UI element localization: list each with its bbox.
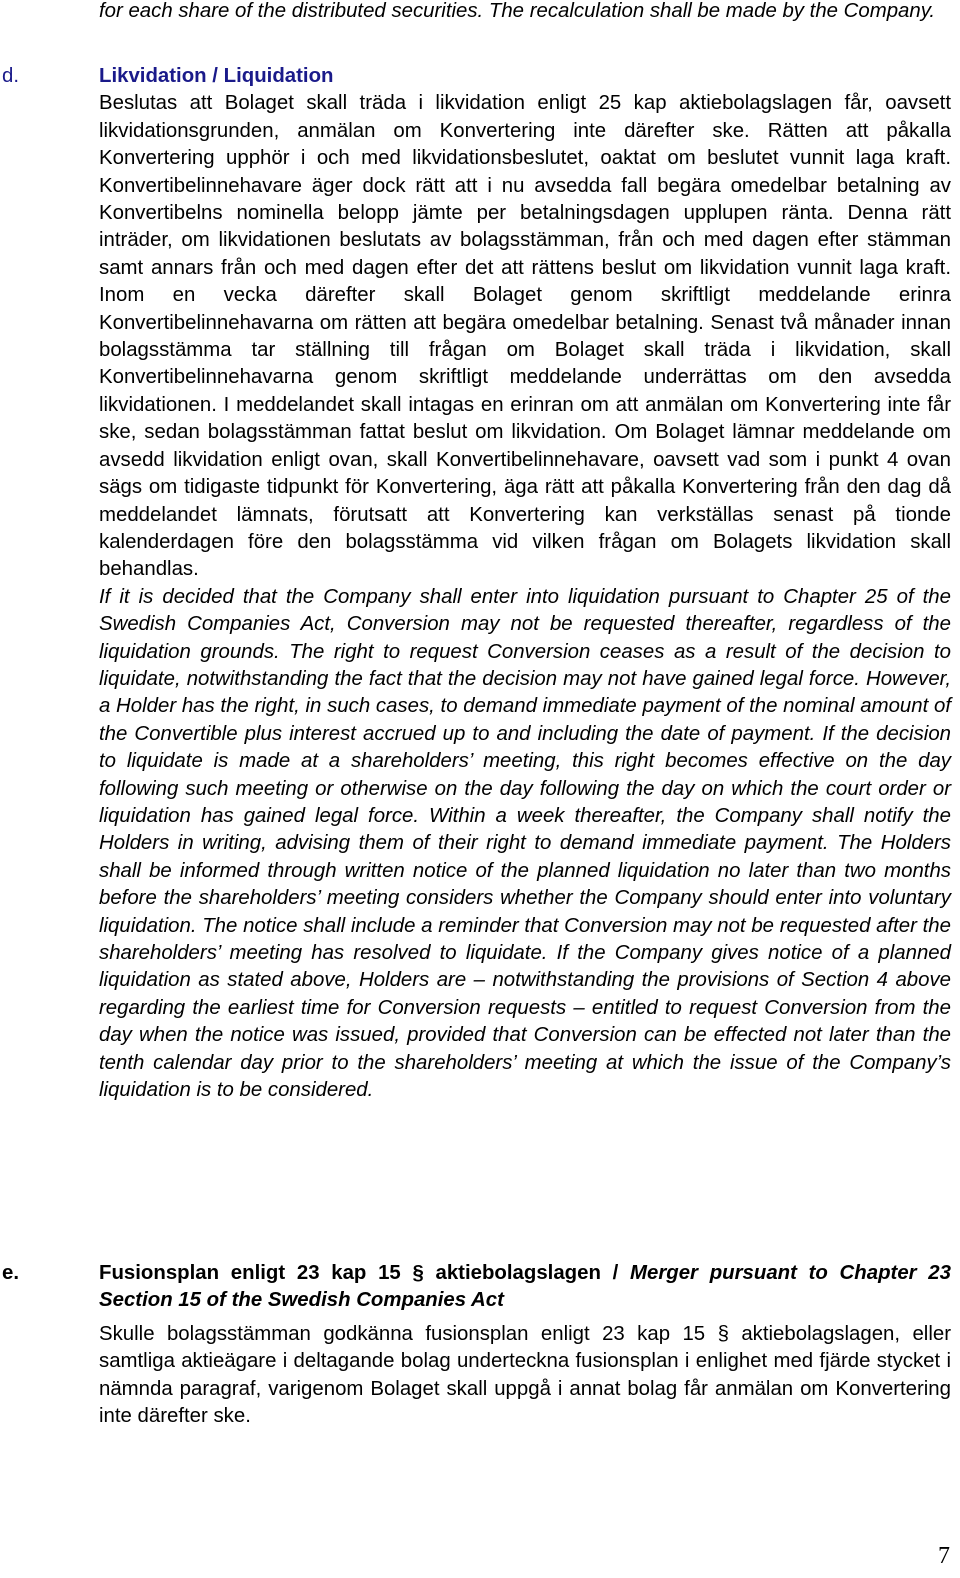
- section-e-swedish-paragraph: Skulle bolagsstämman godkänna fusionsplan enligt 23 kap 15 § aktiebolagslagen, eller samtliga aktieägare i deltagande bolag underteckna fusionsplan i enlighet med fjärde stycket i nämnda paragraf, varigenom Bolaget skall uppgå i annat bolag får anmälan om Konvertering inte därefter ske.: [99, 1322, 951, 1428]
- section-d: [99, 63, 951, 1104]
- page-number: 7: [938, 1543, 950, 1569]
- section-d-swedish-paragraph: Beslutas att Bolaget skall träda i likvidation enligt 25 kap aktiebolagslagen får, oavsett likvidationsgrunden, anmälan om Konvertering inte därefter ske. Rätten att påkalla Konvertering upphör i och med likvidationsbeslutet, oaktat om beslutet vunnit laga kraft. Konvertibelinnehavare äger dock rätt att i nu avsedda fall begära omedelbar betalning av Konvertibelns nominella belopp jämte per betalningsdagen upplupen ränta. Denna rätt inträder, om likvidationen beslutats av bolagsstämman, från och med dagen efter stämman samt annars från och med dagen efter det att rättens beslut om likvidation vunnit laga kraft. Inom en vecka därefter skall Bolaget genom skriftligt meddelande erinra Konvertibelinnehavarna om rätten att begära omedelbar betalning. Senast två månader innan bolagsstämma tar ställning till frågan om Bolaget skall träda i likvidation, skall Konvertibelinnehavarna genom skriftligt meddelande underrättas om den avsedda likvidationen. I meddelandet skall intagas en erinran om att anmälan om Konvertering inte får ske, sedan bolagsstämman fattat beslut om likvidation. Om Bolaget lämnar meddelande om avsedd likvidation enligt ovan, skall Konvertibelinnehavare, oavsett vad som i punkt 4 ovan sägs om tidigaste tidpunkt för Konvertering, äga rätt att påkalla Konvertering från den dag då meddelandet lämnats, förutsatt att Konvertering kan verkställas senast på tionde kalenderdagen före den bolagsstämma vid vilken frågan om Bolagets likvidation skall behandlas.: [99, 92, 951, 581]
- continuation-text: for each share of the distributed securities. The recalculation shall be made by the Company.: [99, 0, 936, 22]
- continuation-block: [99, 0, 951, 25]
- section-e: [99, 1260, 951, 1430]
- section-e-heading: [99, 1260, 951, 1315]
- section-d-heading: Likvidation / Liquidation: [99, 65, 334, 87]
- section-e-heading-english: Merger pursuant to Chapter 23 Section 15 of the Swedish Companies Act: [99, 1262, 951, 1312]
- section-e-heading-swedish: Fusionsplan enligt 23 kap 15 § aktiebolagslagen /: [99, 1262, 630, 1284]
- section-e-marker: e.: [2, 1262, 20, 1284]
- section-d-english-paragraph: If it is decided that the Company shall enter into liquidation pursuant to Chapter 25 of the Swedish Companies Act, Conversion may not be requested thereafter, regardless of the liquidation grounds. The right to request Conversion ceases as a result of the decision to liquidate, notwithstanding the fact that the decision may not have gained legal force. However, a Holder has the right, in such cases, to demand immediate payment of the nominal amount of the Convertible plus interest accrued up to and including the date of payment. If the decision to liquidate is made at a shareholders’ meeting, this right becomes effective on the day following such meeting or otherwise on the day following the day on which the court order or liquidation has gained legal force. Within a week thereafter, the Company shall notify the Holders in writing, advising them of their right to demand immediate payment. The Holders shall be informed through written notice of the planned liquidation no later than two months before the shareholders’ meeting considers whether the Company should enter into voluntary liquidation. The notice shall include a reminder that Conversion may not be requested after the shareholders’ meeting has resolved to liquidate. If the Company gives notice of a planned liquidation as stated above, Holders are – notwithstanding the provisions of Section 4 above regarding the earliest time for Conversion requests – entitled to request Conversion from the day when the notice was issued, provided that Conversion can be effected not later than the tenth calendar day prior to the shareholders’ meeting at which the issue of the Company’s liquidation is to be considered.: [99, 585, 951, 1102]
- section-d-marker: d.: [2, 65, 20, 87]
